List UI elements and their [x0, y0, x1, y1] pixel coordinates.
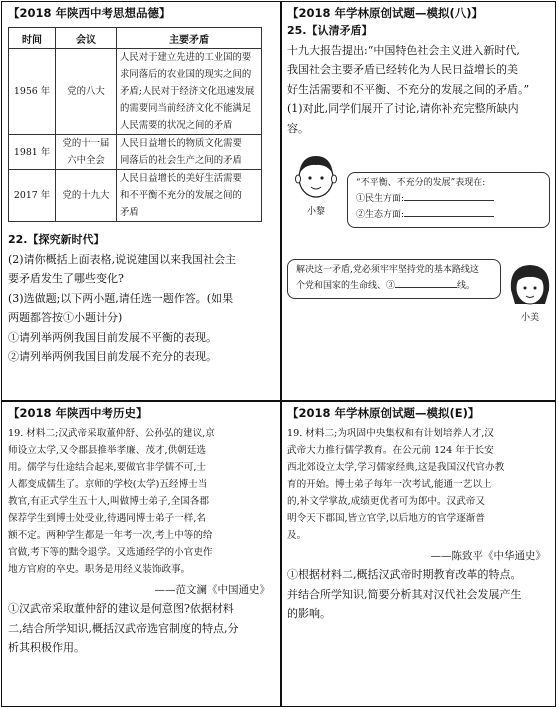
- cell-line: 矛盾;人民对于经济文化迅速发展: [120, 86, 255, 97]
- table-header: 时间: [9, 28, 56, 49]
- question-heading: 22.【探究新时代】: [8, 233, 105, 246]
- boy-name: 小黎: [307, 207, 326, 217]
- cell-line: 六中全会: [67, 155, 105, 166]
- question-line: 两题都答按①小题计分): [8, 311, 123, 324]
- question-line: (3)选做题;以下两小题,请任选一题作答。(如果: [8, 291, 234, 305]
- material-line: 的,补文学掌故,成绩更优者可为郎中。汉武帝又: [287, 496, 485, 507]
- table-cell-contradiction: [117, 49, 262, 135]
- question-line: 要矛盾发生了哪些变化?: [8, 272, 124, 285]
- cell-line: 求同落后的农业国的现实之间的: [120, 69, 252, 80]
- material-line: 教官,有正式学生五十人,叫做博士弟子,全国各郡: [8, 496, 210, 507]
- cell-line: 人民日益增长的物质文化需要: [120, 138, 242, 149]
- question-line: (1)对此,同学们展开了讨论,请你补充完整所缺内: [287, 102, 519, 115]
- question-line: ①根据材料二,概括汉武帝时期教育改革的特点。: [287, 568, 522, 581]
- material-line: 明令天下郡国,皆立官学,以后地方的官学逐渐普: [287, 513, 485, 524]
- table-cell-meeting: 党的八大: [56, 49, 117, 135]
- bubble-line: “不平衡、不充分的发展”表现在:: [356, 178, 486, 188]
- question-line: 并结合所学知识,简要分析其对汉代社会发展产生: [287, 587, 522, 601]
- table-cell-contradiction: [117, 170, 262, 222]
- boy-illustration: [291, 150, 341, 202]
- bubble-line: 个党和国家的生命线、③ 线。: [296, 281, 476, 291]
- br-material: [287, 425, 550, 544]
- bubble-line: ②生态方面:: [356, 207, 541, 223]
- table-cell-meeting: [56, 135, 117, 170]
- material-line: 官做,考下等的黜令退学。又选通经学的小官吏作: [8, 547, 213, 558]
- tr-title: 【2018 年学林原创试题—模拟(八)】: [287, 6, 484, 20]
- question-line: 好生活需要和不平衡、不充分的发展之间的矛盾。”: [287, 82, 530, 96]
- tl-title: 【2018 年陕西中考思想品德】: [8, 6, 171, 20]
- question-line: 容。: [287, 121, 309, 135]
- table-cell-year: 2017 年: [9, 170, 56, 222]
- material-line: 保荐学生到博士处受业,待遇同博士弟子一样,名: [8, 513, 206, 524]
- bl-material: [8, 425, 274, 578]
- material-line: 师设立太学,又令郡县推举孝廉、茂才,供朝廷选: [8, 445, 206, 456]
- question-line: (2)请你概括上面表格,说说建国以来我国社会主: [8, 252, 237, 266]
- speech-bubble-boy: [347, 172, 550, 228]
- bottom-left-panel: [2, 402, 280, 707]
- question-line: 十九大报告提出:“中国特色社会主义进入新时代,: [287, 43, 520, 57]
- cell-line: 的需要同当前经济文化不能满足: [120, 103, 252, 114]
- table-row: [9, 49, 262, 135]
- cell-line: 人民日益增长的美好生活需要: [120, 173, 242, 184]
- question-line: 析其积极作用。: [8, 641, 85, 654]
- question-line: 的影响。: [287, 607, 331, 620]
- table-cell-year: 1981 年: [9, 135, 56, 170]
- table-cell-meeting: 党的十九大: [56, 170, 117, 222]
- question-line: 二,结合所学知识,概括汉武帝选官制度的特点,分: [8, 621, 239, 635]
- girl-illustration: [507, 260, 553, 310]
- blank-underline: [404, 216, 494, 217]
- material-line: 额不定。两种学生都是一年考一次,考上中等的给: [8, 530, 213, 541]
- material-line: 西北郊设立太学,学习儒家经典,这是我国汉代官办教: [287, 462, 505, 473]
- material-line: 育的开始。博士弟子每年一次考试,能通一艺以上: [287, 479, 492, 490]
- girl-name: 小美: [521, 313, 540, 323]
- bubble-line: 解决这一矛盾,党必须牢牢坚持党的基本路线这: [296, 265, 479, 275]
- material-line: 地方官府的卒史。职务是用经义装饰政事。: [8, 564, 191, 575]
- cell-line: 同落后的社会生产之间的矛盾: [120, 155, 242, 166]
- speech-bubble-girl: [287, 259, 501, 299]
- table-header: 主要矛盾: [117, 28, 262, 49]
- tl-question: [8, 230, 274, 367]
- material-line: 用。儒学与仕途结合起来,要做官非学儒不可,士: [8, 462, 206, 473]
- bubble-line: ①民生方面:: [356, 191, 541, 207]
- page-grid: [1, 1, 556, 707]
- blank-underline: [404, 200, 494, 201]
- cell-line: 矛盾: [120, 207, 139, 218]
- material-line: 19. 材料二;为巩固中央集权和有计划培养人才,汉: [287, 428, 494, 439]
- table-header-row: [9, 28, 262, 49]
- material-line: 19. 材料二;汉武帝采取董仲舒、公孙弘的建议,京: [8, 428, 215, 439]
- contradiction-table: [8, 27, 262, 222]
- cell-line: 人民对于建立先进的工业国的要: [120, 52, 252, 63]
- material-line: 武帝大力推行儒学教育。在公元前 124 年于长安: [287, 445, 494, 456]
- br-title: 【2018 年学林原创试题—模拟(E)】: [287, 406, 480, 420]
- bl-title: 【2018 年陕西中考历史】: [8, 406, 148, 420]
- question-line: ②请列举两例我国目前发展不充分的表现。: [8, 350, 217, 363]
- question-line: ①汉武帝采取董仲舒的建议是何意图?依据材料: [8, 602, 234, 615]
- top-right-panel: [281, 2, 556, 400]
- cell-line: 人民需要的状况之间的矛盾: [120, 120, 233, 131]
- table-row: [9, 135, 262, 170]
- cell-line: 党的十一届: [62, 138, 110, 149]
- bottom-right-panel: [281, 402, 556, 707]
- table-cell-contradiction: [117, 135, 262, 170]
- top-left-panel: [2, 2, 280, 400]
- cell-line: 和不平衡不充分的发展之间的: [120, 190, 242, 201]
- table-row: [9, 170, 262, 222]
- material-line: 及。: [287, 530, 307, 541]
- br-source: ——陈致平《中华通史》: [430, 550, 546, 562]
- question-heading: 25.【认清矛盾】: [287, 24, 373, 37]
- bl-source: ——范文澜《中国通史》: [154, 584, 270, 596]
- question-line: 我国社会主要矛盾已经转化为人民日益增长的美: [287, 63, 518, 76]
- table-header: 会议: [56, 28, 117, 49]
- question-line: ①请列举两例我国目前发展不平衡的表现。: [8, 330, 217, 344]
- material-line: 人都变成儒生了。京师的学校(太学)五经博士当: [8, 479, 208, 490]
- table-cell-year: 1956 年: [9, 49, 56, 135]
- blank-underline: [395, 287, 457, 288]
